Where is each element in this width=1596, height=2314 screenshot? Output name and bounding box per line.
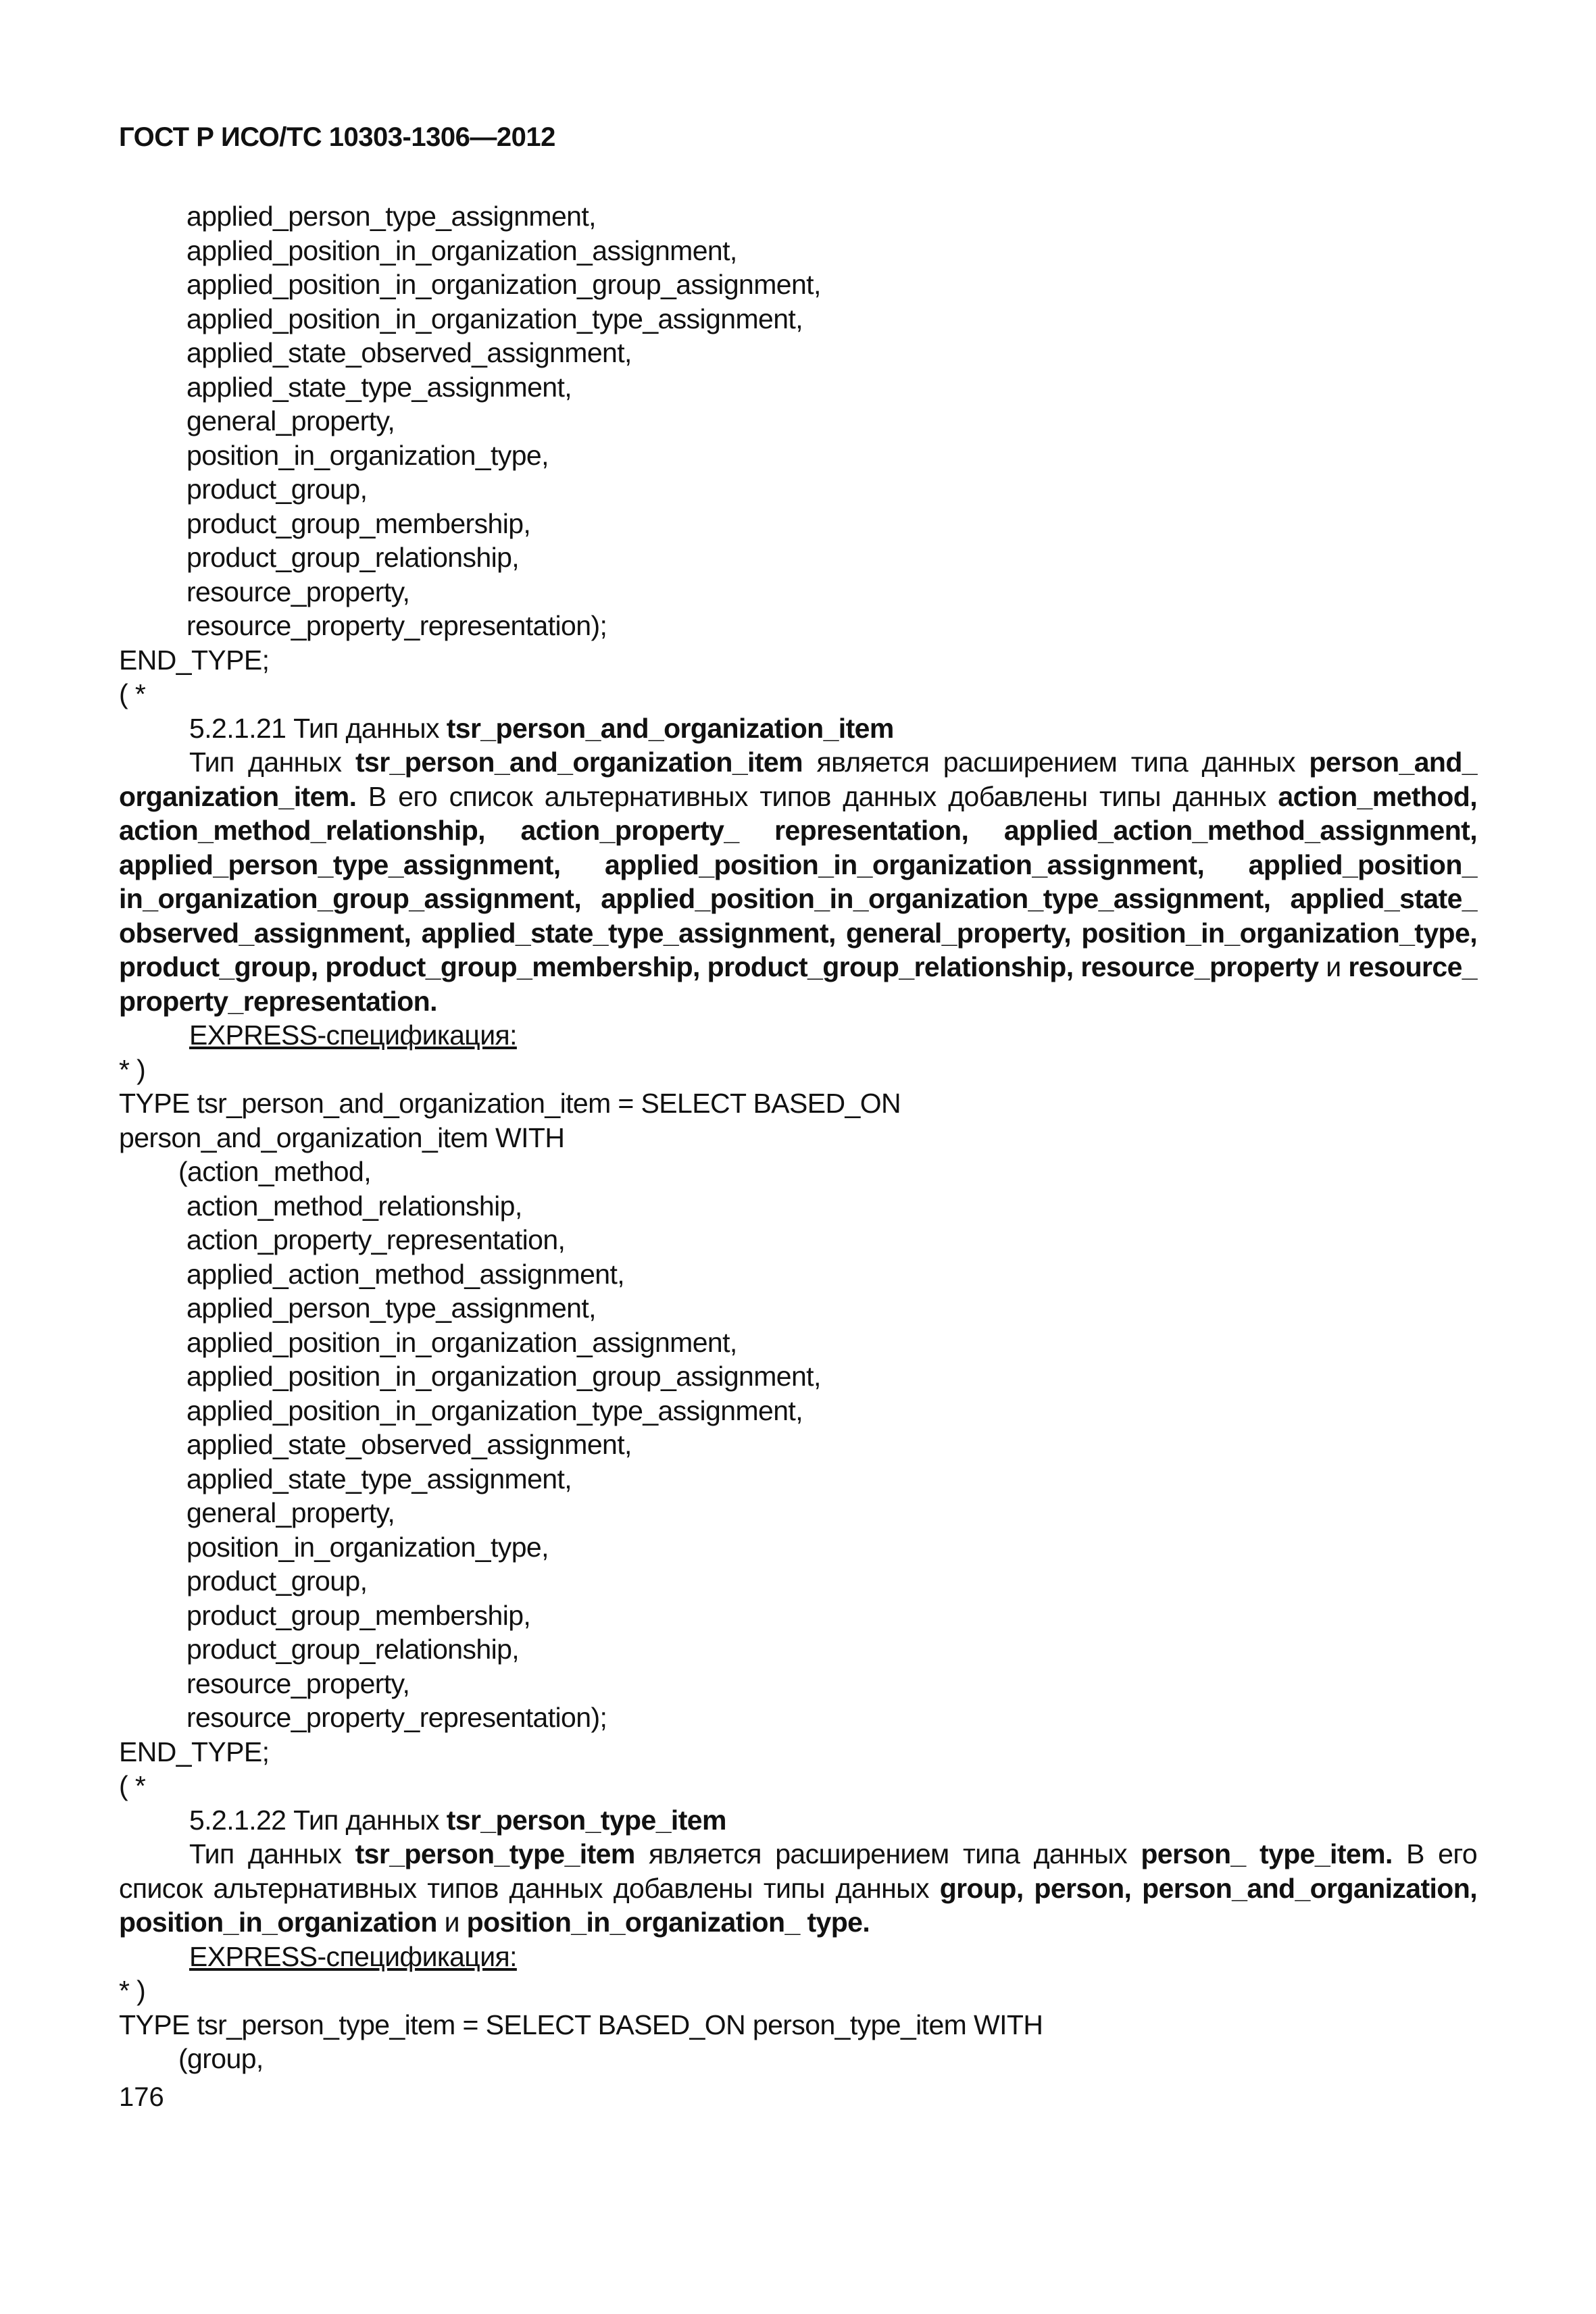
text-run: и (437, 1907, 467, 1938)
text-run: В его список альтернативных типов данных добавлены типы данных (356, 780, 1278, 812)
comment-open: ( * (119, 678, 146, 709)
text-run: является расширением типа данных (634, 1838, 1141, 1869)
code-line: general_property, (186, 1497, 395, 1528)
express-spec-label: EXPRESS-спецификация: (189, 1020, 517, 1051)
express-code-block-continuation (119, 199, 1477, 711)
comment-open: ( * (119, 1770, 146, 1801)
code-line: applied_position_in_organization_group_assignment, (186, 1361, 821, 1392)
code-line: applied_state_type_assignment, (186, 1463, 572, 1494)
section-heading (119, 1803, 1477, 1838)
code-line: action_method_relationship, (186, 1190, 522, 1222)
code-line: applied_person_type_assignment, (186, 1292, 596, 1324)
heading-type-name: tsr_person_type_item (446, 1804, 726, 1836)
code-line: product_group_membership, (186, 507, 531, 539)
text-run: и (1318, 951, 1349, 982)
heading-prefix: 5.2.1.22 Тип данных (189, 1804, 447, 1836)
code-line: product_group_relationship, (186, 542, 520, 573)
code-line: applied_position_in_organization_assignment, (186, 1326, 737, 1358)
type-declaration-line: person_and_organization_item WITH (119, 1122, 565, 1153)
comment-close: * ) (119, 1053, 146, 1085)
code-line: general_property, (186, 405, 395, 436)
code-line: (action_method, (178, 1156, 372, 1187)
code-line: resource_property, (186, 1667, 410, 1699)
section-description (119, 1837, 1477, 1940)
code-line: applied_state_observed_assignment, (186, 1429, 632, 1460)
section-5-2-1-21 (119, 711, 1477, 1803)
code-line: applied_position_in_organization_type_assignment, (186, 303, 803, 334)
code-line: product_group, (186, 1565, 368, 1596)
code-line: product_group_membership, (186, 1599, 531, 1631)
code-line: applied_person_type_assignment, (186, 201, 596, 232)
section-description (119, 745, 1477, 1018)
end-type-line: END_TYPE; (119, 1736, 270, 1767)
express-spec-label: EXPRESS-спецификация: (189, 1940, 517, 1972)
end-type-line: END_TYPE; (119, 644, 270, 676)
code-line: applied_position_in_organization_assignment, (186, 234, 737, 266)
code-line: position_in_organization_type, (186, 439, 549, 471)
section-heading (119, 711, 1477, 746)
page-number: 176 (119, 2082, 164, 2112)
standard-header: ГОСТ Р ИСО/ТС 10303-1306—2012 (119, 122, 555, 152)
code-line: applied_state_type_assignment, (186, 371, 572, 403)
code-line: position_in_organization_type, (186, 1531, 549, 1563)
bold-run: tsr_person_and_organization_item (355, 747, 803, 778)
bold-run: group, person, person_and_organization, position_in_organization (119, 1872, 1477, 1938)
code-line: product_group_relationship, (186, 1634, 520, 1665)
bold-run: action_method, action_method_relationship, action_property_ representation, applied_action_method_assignment, applied_person_type_assignment, applied_position_in_organization_assignment, applied_position_ in_organization_group_assignment, applied_position_in_organization_type_assignment, applied_state_ observed_assignment, applied_state_type_assignment, general_property, position_in_organization_type, product_group, product_group_membership, product_group_relationship, resource_property (119, 780, 1477, 982)
code-line: (group, (178, 2043, 264, 2074)
code-line: resource_property_representation); (186, 1702, 607, 1733)
bold-run: person_and_ organization_item. (119, 747, 1477, 812)
code-line: resource_property_representation); (186, 610, 607, 641)
text-run: Тип данных (189, 1838, 355, 1869)
text-run: является расширением типа данных (802, 747, 1310, 778)
text-run: Тип данных (189, 747, 355, 778)
comment-close: * ) (119, 1975, 146, 2006)
bold-run: resource_ property_representation. (119, 951, 1477, 1017)
bold-run: person_ type_item. (1141, 1838, 1393, 1869)
text-run: В его список альтернативных типов данных добавлены типы данных (119, 1838, 1478, 1904)
code-line: applied_action_method_assignment, (186, 1258, 625, 1290)
code-line: product_group, (186, 474, 368, 505)
heading-prefix: 5.2.1.21 Тип данных (189, 712, 447, 744)
code-line: applied_position_in_organization_type_assignment, (186, 1394, 803, 1426)
type-declaration-line: TYPE tsr_person_type_item = SELECT BASED_ON person_type_item WITH (119, 2009, 1043, 2040)
code-line: resource_property, (186, 576, 410, 607)
code-line: action_property_representation, (186, 1224, 566, 1255)
section-5-2-1-22 (119, 1803, 1477, 2076)
code-line: applied_position_in_organization_group_assignment, (186, 269, 821, 300)
bold-run: tsr_person_type_item (355, 1838, 635, 1869)
code-line: applied_state_observed_assignment, (186, 337, 632, 368)
bold-run: position_in_organization_ type. (466, 1907, 870, 1938)
page-content (119, 199, 1477, 2076)
type-declaration-line: TYPE tsr_person_and_organization_item = SELECT BASED_ON (119, 1088, 901, 1119)
heading-type-name: tsr_person_and_organization_item (446, 712, 894, 744)
